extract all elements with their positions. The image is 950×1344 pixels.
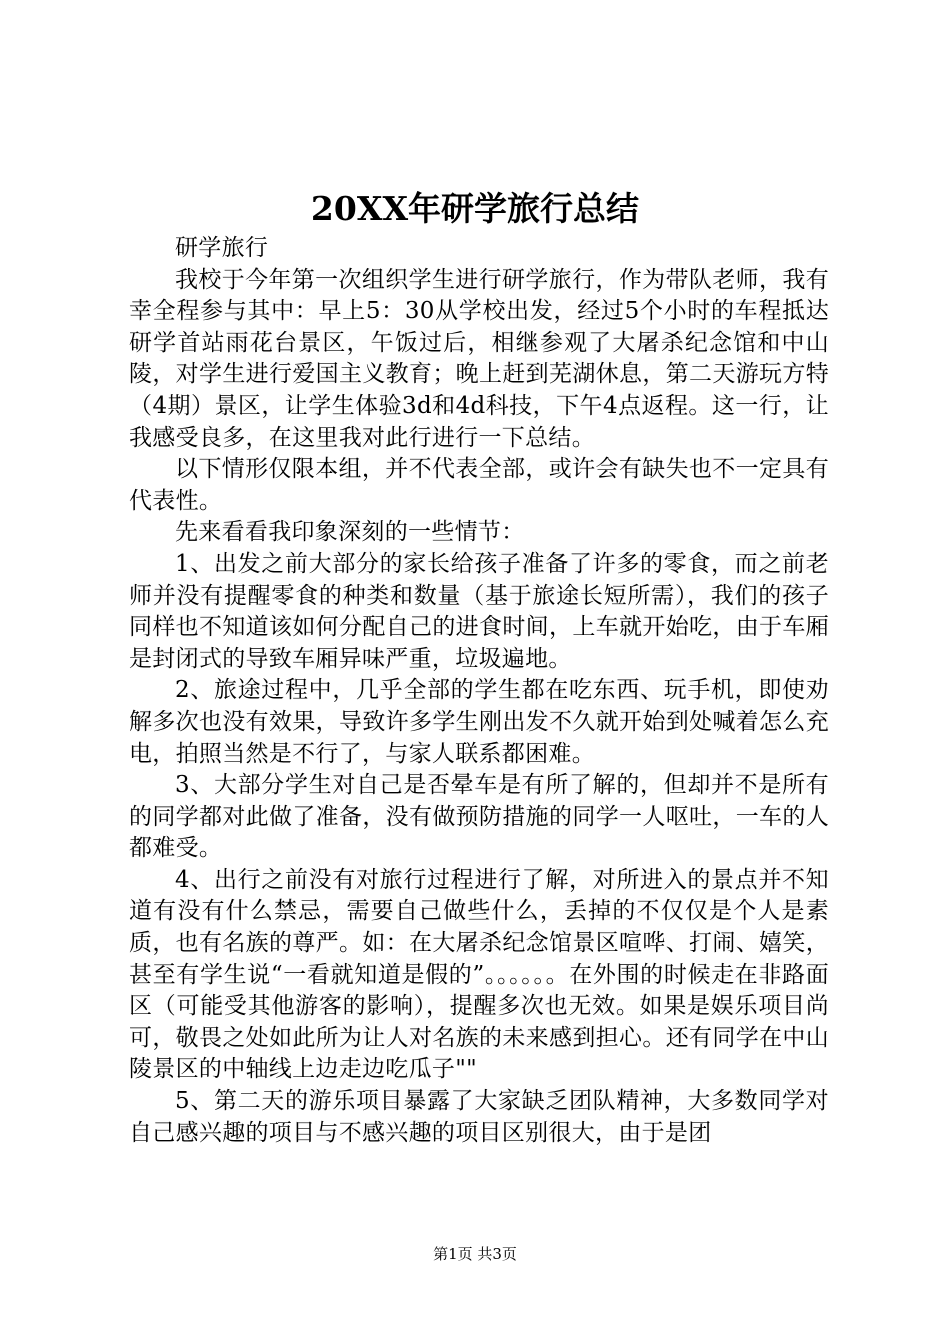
paragraph-item-1: 1、出发之前大部分的家长给孩子准备了许多的零食，而之前老师并没有提醒零食的种类和数量（基于旅途长短所需），我们的孩子同样也不知道该如何分配自己的进食时间，上车就开始吃，由于车厢是封闭式的导致车厢异味严重，垃圾遍地。 [129,550,829,672]
page-footer [0,1244,950,1264]
paragraph-subtitle: 研学旅行 [175,235,269,261]
paragraph-scope-note: 以下情形仅限本组，并不代表全部，或许会有缺失也不一定具有代表性。 [129,456,829,514]
paragraph-lead-in: 先来看看我印象深刻的一些情节： [175,519,525,546]
document-title: 20XX年研学旅行总结 [310,189,640,228]
page-number-indicator: 第1页 共3页 [433,1245,517,1263]
paragraph-item-4: 4、出行之前没有对旅行过程进行了解，对所进入的景点并不知道有没有什么禁忌，需要自己做些什么，丢掉的不仅仅是个人是素质，也有名族的尊严。如：在大屠杀纪念馆景区喧哗、打闹、嬉笑，甚至有学生说“一看就知道是假的”。。。。。。在外围的时候走在非路面区（可能受其他游客的影响），提醒多次也无效。如果是娱乐项目尚可，敬畏之处如此所为让人对名族的未来感到担心。还有同学在中山陵景区的中轴线上边走边吃瓜子"" [129,866,829,1083]
document-body [129,233,829,1149]
paragraph-item-2: 2、旅途过程中，几乎全部的学生都在吃东西、玩手机，即使劝解多次也没有效果，导致许多学生刚出发不久就开始到处喊着怎么充电，拍照当然是不行了，与家人联系都困难。 [129,677,829,767]
paragraph-intro: 我校于今年第一次组织学生进行研学旅行，作为带队老师，我有幸全程参与其中：早上5：30从学校出发，经过5个小时的车程抵达研学首站雨花台景区，午饭过后，相继参观了大屠杀纪念馆和中山陵，对学生进行爱国主义教育；晚上赶到芜湖休息，第二天游玩方特（4期）景区，让学生体验3d和4d科技，下午4点返程。这一行，让我感受良多，在这里我对此行进行一下总结。 [129,266,829,451]
paragraph-item-3: 3、大部分学生对自己是否晕车是有所了解的，但却并不是所有的同学都对此做了准备，没有做预防措施的同学一人呕吐，一车的人都难受。 [129,772,829,862]
paragraph-item-5: 5、第二天的游乐项目暴露了大家缺乏团队精神，大多数同学对自己感兴趣的项目与不感兴趣的项目区别很大，由于是团 [129,1088,829,1146]
